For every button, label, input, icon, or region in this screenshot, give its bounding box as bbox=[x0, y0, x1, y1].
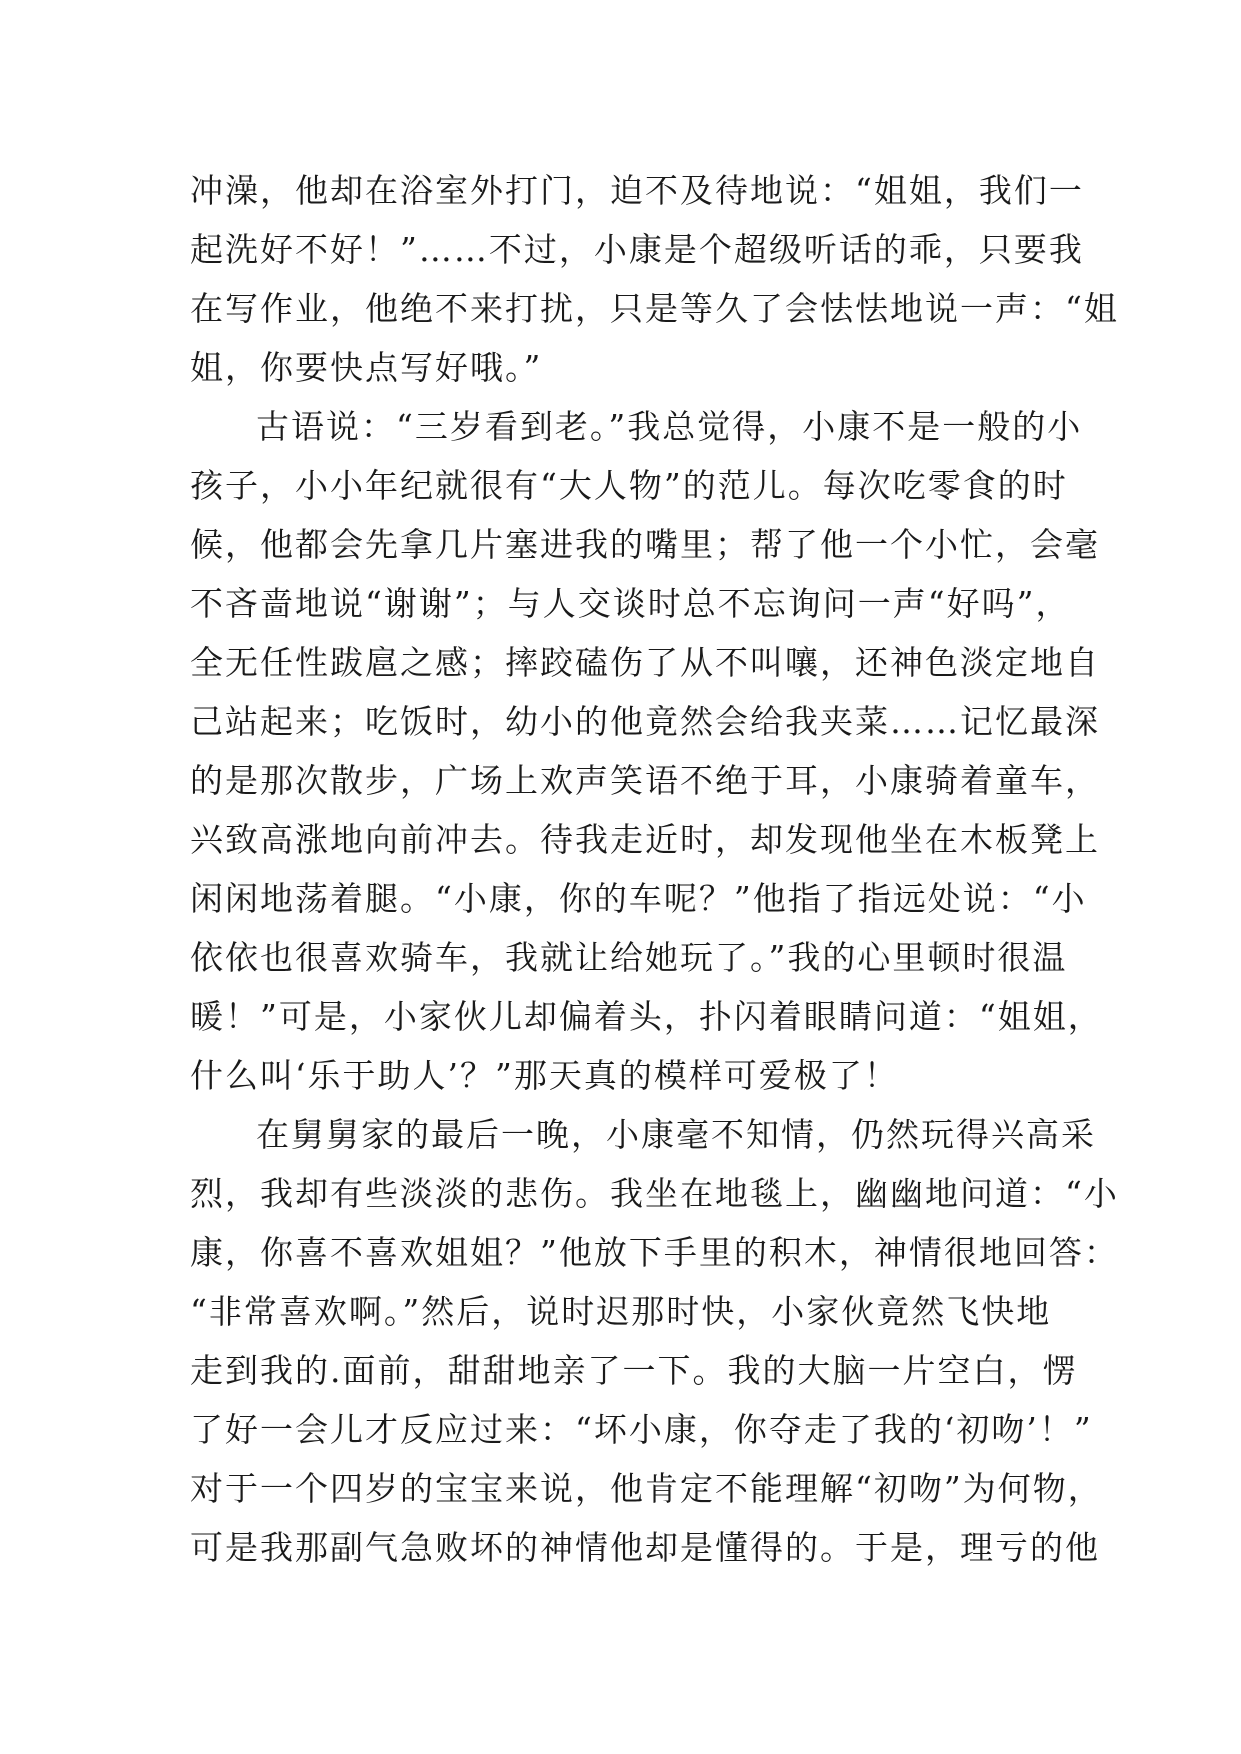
text-line: 起洗好不好！”……不过，小康是个超级听话的乖，只要我 bbox=[190, 230, 1084, 269]
body-text bbox=[190, 161, 1119, 1577]
text-line: 不吝啬地说“谢谢”；与人交谈时总不忘询问一声“好吗”， bbox=[190, 584, 1071, 623]
text-line: 了好一会儿才反应过来：“坏小康，你夺走了我的‘初吻’！” bbox=[190, 1410, 1093, 1449]
text-line: 候，他都会先拿几片塞进我的嘴里；帮了他一个小忙，会毫 bbox=[190, 525, 1100, 564]
text-line: 烈，我却有些淡淡的悲伤。我坐在地毯上，幽幽地问道：“小 bbox=[190, 1174, 1119, 1213]
paragraph-3 bbox=[190, 1105, 1119, 1577]
text-line: 走到我的.面前，甜甜地亲了一下。我的大脑一片空白，愣 bbox=[190, 1351, 1078, 1390]
text-line: 闲闲地荡着腿。“小康，你的车呢？”他指了指远处说：“小 bbox=[190, 879, 1087, 918]
text-line: 在写作业，他绝不来打扰，只是等久了会怯怯地说一声：“姐 bbox=[190, 289, 1119, 328]
text-line: 什么叫‘乐于助人’？”那天真的模样可爱极了！ bbox=[190, 1056, 899, 1095]
text-line: 的是那次散步，广场上欢声笑语不绝于耳，小康骑着童车， bbox=[190, 761, 1100, 800]
text-line: 依依也很喜欢骑车，我就让给她玩了。”我的心里顿时很温 bbox=[190, 938, 1068, 977]
text-line: 冲澡，他却在浴室外打门，迫不及待地说：“姐姐，我们一 bbox=[190, 171, 1084, 210]
text-line: 姐，你要快点写好哦。” bbox=[190, 348, 543, 387]
text-line: 古语说：“三岁看到老。”我总觉得，小康不是一般的小 bbox=[256, 407, 1083, 446]
paragraph-1 bbox=[190, 161, 1119, 397]
text-line: “非常喜欢啊。”然后，说时迟那时快，小家伙竟然飞快地 bbox=[190, 1292, 1052, 1331]
text-line: 对于一个四岁的宝宝来说，他肯定不能理解“初吻”为何物， bbox=[190, 1469, 1103, 1508]
text-line: 兴致高涨地向前冲去。待我走近时，却发现他坐在木板凳上 bbox=[190, 820, 1100, 859]
text-line: 可是我那副气急败坏的神情他却是懂得的。于是，理亏的他 bbox=[190, 1528, 1100, 1567]
text-line: 己站起来；吃饭时，幼小的他竟然会给我夹菜……记忆最深 bbox=[190, 702, 1100, 741]
text-line: 暖！”可是，小家伙儿却偏着头，扑闪着眼睛问道：“姐姐， bbox=[190, 997, 1103, 1036]
text-line: 孩子，小小年纪就很有“大人物”的范儿。每次吃零食的时 bbox=[190, 466, 1068, 505]
text-line: 康，你喜不喜欢姐姐？”他放下手里的积木，神情很地回答： bbox=[190, 1233, 1119, 1272]
paragraph-2 bbox=[190, 397, 1103, 1105]
text-line: 在舅舅家的最后一晚，小康毫不知情，仍然玩得兴高采 bbox=[256, 1115, 1096, 1154]
text-line: 全无任性跋扈之感；摔跤磕伤了从不叫嚷，还神色淡定地自 bbox=[190, 643, 1100, 682]
